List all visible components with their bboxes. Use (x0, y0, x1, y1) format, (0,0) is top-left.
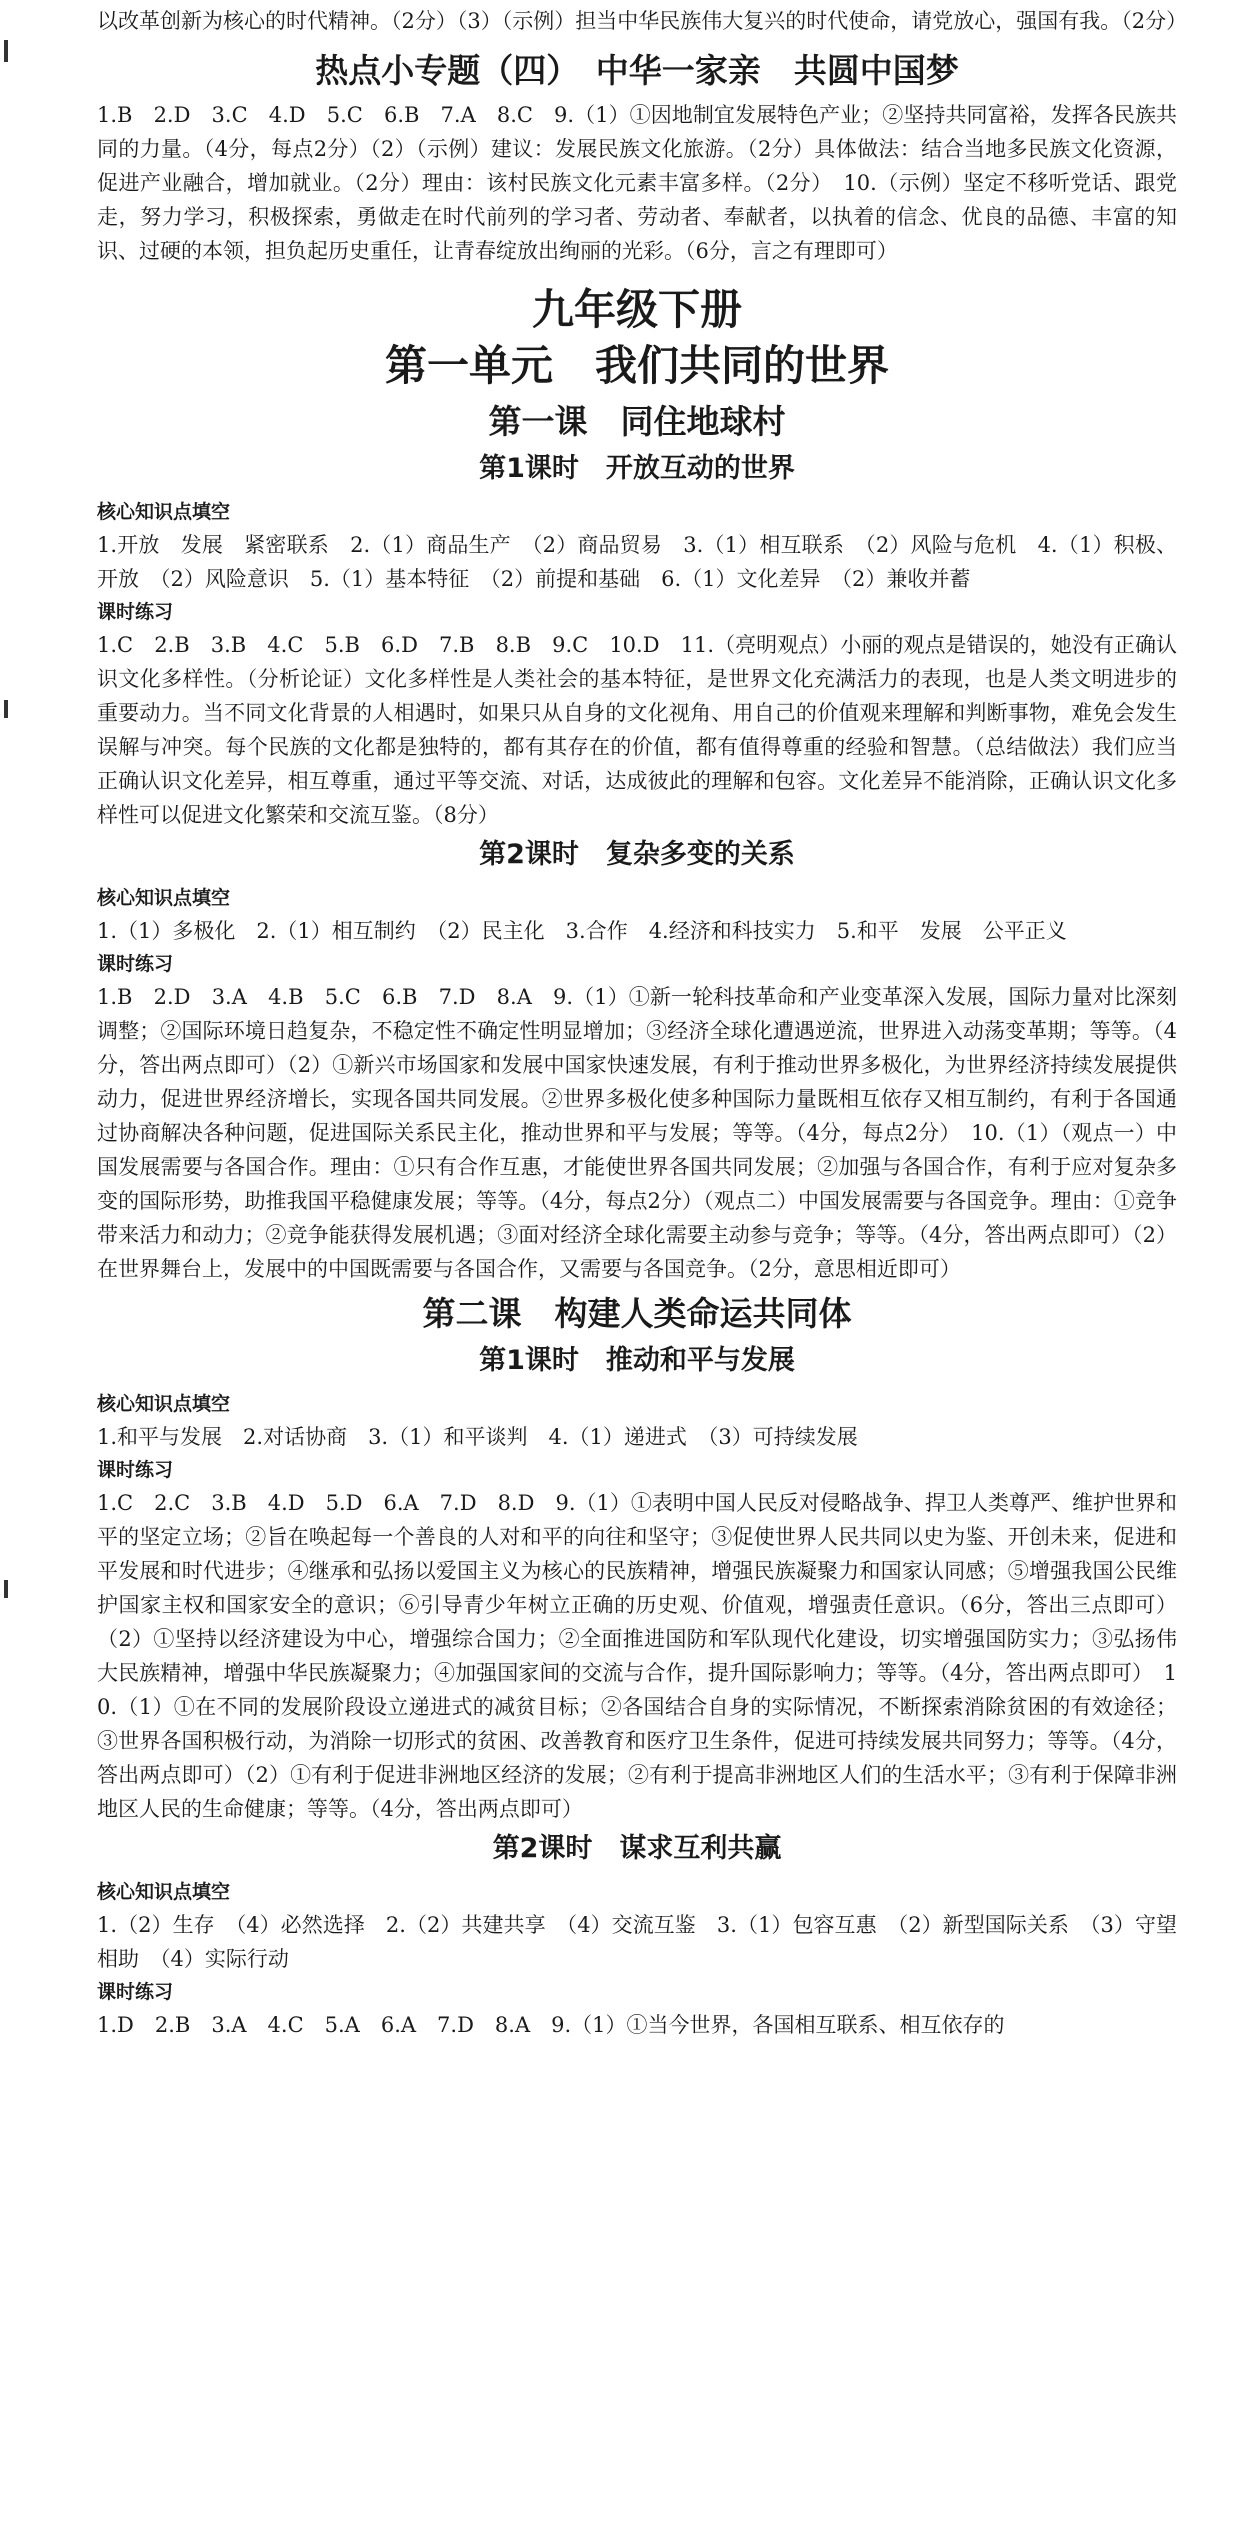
fill-label: 核心知识点填空 (97, 501, 231, 523)
intro-paragraph: 以改革创新为核心的时代精神。（2分）（3）（示例）担当中华民族伟大复兴的时代使命，请党放心，强国有我。（2分） (97, 9, 1188, 33)
lesson-2-period-1-title: 第1课时 推动和平与发展 (479, 1345, 795, 1376)
practice-label: 课时练习 (97, 601, 174, 623)
lesson-2-period-2-title: 第2课时 谋求互利共赢 (492, 1833, 782, 1864)
fill-answers: 1.（1）多极化 2.（1）相互制约 （2）民主化 3.合作 4.经济和科技实力 5.和平 发展 公平正义 (97, 919, 1067, 943)
practice-label: 课时练习 (97, 953, 174, 975)
lesson-1-period-2-title: 第2课时 复杂多变的关系 (479, 839, 795, 870)
topic-title: 热点小专题（四） 中华一家亲 共圆中国梦 (315, 51, 959, 90)
practice-answers: 1.C 2.B 3.B 4.C 5.B 6.D 7.B 8.B 9.C 10.D 11.（亮明观点）小丽的观点是错误的，她没有正确认识文化多样性。（分析论证）文化多样性是人类社会的基本特征，是世界文化充满活力的表现，也是人类文明进步的重要动力。当不同文化背景的人相遇时，如果只从自身的文化视角、用自己的价值观来理解和判断事物，难免会发生误解与冲突。每个民族的文化都是独特的，都有其存在的价值，都有值得尊重的经验和智慧。（总结做法）我们应当正确认识文化差异，相互尊重，通过平等交流、对话，达成彼此的理解和包容。文化差异不能消除，正确认识文化多样性可以促进文化繁荣和交流互鉴。（8分） (97, 633, 1177, 827)
fill-label: 核心知识点填空 (97, 1881, 231, 1903)
practice-answers: 1.C 2.C 3.B 4.D 5.D 6.A 7.D 8.D 9.（1）①表明中国人民反对侵略战争、捍卫人类尊严、维护世界和平的坚定立场；②旨在唤起每一个善良的人对和平的向往和坚守；③促使世界人民共同以史为鉴、开创未来，促进和平发展和时代进步；④继承和弘扬以爱国主义为核心的民族精神，增强民族凝聚力和国家认同感；⑤增强我国公民维护国家主权和国家安全的意识；⑥引导青少年树立正确的历史观、价值观，增强责任意识。（6分，答出三点即可）（2）①坚持以经济建设为中心，增强综合国力；②全面推进国防和军队现代化建设，切实增强国防实力；③弘扬伟大民族精神，增强中华民族凝聚力；④加强国家间的交流与合作，提升国际影响力；等等。（4分，答出两点即可） 10.（1）①在不同的发展阶段设立递进式的减贫目标；②各国结合自身的实际情况，不断探索消除贫困的有效途径；③世界各国积极行动，为消除一切形式的贫困、改善教育和医疗卫生条件，促进可持续发展共同努力；等等。（4分，答出两点即可）（2）①有利于促进非洲地区经济的发展；②有利于提高非洲地区人们的生活水平；③有利于保障非洲地区人民的生命健康；等等。（4分，答出两点即可） (97, 1491, 1177, 1821)
margin-mark (4, 700, 8, 718)
fill-label: 核心知识点填空 (97, 1393, 231, 1415)
practice-answers: 1.B 2.D 3.A 4.B 5.C 6.B 7.D 8.A 9.（1）①新一轮科技革命和产业变革深入发展，国际力量对比深刻调整；②国际环境日趋复杂，不稳定性不确定性明显增加；③经济全球化遭遇逆流，世界进入动荡变革期；等等。（4分，答出两点即可）（2）①新兴市场国家和发展中国家快速发展，有利于推动世界多极化，为世界经济持续发展提供动力，促进世界经济增长，实现各国共同发展。②世界多极化使多种国际力量既相互依存又相互制约，有利于各国通过协商解决各种问题，促进国际关系民主化，推动世界和平与发展；等等。（4分，每点2分） 10.（1）（观点一）中国发展需要与各国合作。理由：①只有合作互惠，才能使世界各国共同发展；②加强与各国合作，有利于应对复杂多变的国际形势，助推我国平稳健康发展；等等。（4分，每点2分）（观点二）中国发展需要与各国竞争。理由：①竞争带来活力和动力；②竞争能获得发展机遇；③面对经济全球化需要主动参与竞争；等等。（4分，答出两点即可）（2）在世界舞台上，发展中的中国既需要与各国合作，又需要与各国竞争。（2分，意思相近即可） (97, 985, 1177, 1281)
fill-answers: 1.和平与发展 2.对话协商 3.（1）和平谈判 4.（1）递进式 （3）可持续发展 (97, 1425, 858, 1449)
topic-answers: 1.B 2.D 3.C 4.D 5.C 6.B 7.A 8.C 9.（1）①因地制宜发展特色产业；②坚持共同富裕，发挥各民族共同的力量。（4分，每点2分）（2）（示例）建议：发展民族文化旅游。（2分）具体做法：结合当地多民族文化资源，促进产业融合，增加就业。（2分）理由：该村民族文化元素丰富多样。（2分） 10.（示例）坚定不移听党话、跟党走，努力学习，积极探索，勇做走在时代前列的学习者、劳动者、奉献者，以执着的信念、优良的品德、丰富的知识、过硬的本领，担负起历史重任，让青春绽放出绚丽的光彩。（6分，言之有理即可） (97, 103, 1177, 263)
lesson-2-title: 第二课 构建人类命运共同体 (422, 1294, 852, 1333)
unit-title: 第一单元 我们共同的世界 (384, 341, 889, 390)
answer-content (97, 4, 1188, 2042)
margin-mark (4, 40, 8, 62)
grade-title: 九年级下册 (531, 285, 742, 334)
practice-label: 课时练习 (97, 1459, 174, 1481)
fill-label: 核心知识点填空 (97, 887, 231, 909)
margin-mark (4, 1580, 8, 1598)
lesson-1-title: 第一课 同住地球村 (488, 402, 786, 441)
practice-answers: 1.D 2.B 3.A 4.C 5.A 6.A 7.D 8.A 9.（1）①当今世界，各国相互联系、相互依存的 (97, 2013, 1005, 2037)
fill-answers: 1.（2）生存 （4）必然选择 2.（2）共建共享 （4）交流互鉴 3.（1）包容互惠 （2）新型国际关系 （3）守望相助 （4）实际行动 (97, 1913, 1177, 1971)
lesson-1-period-1-title: 第1课时 开放互动的世界 (479, 453, 795, 484)
fill-answers: 1.开放 发展 紧密联系 2.（1）商品生产 （2）商品贸易 3.（1）相互联系 （2）风险与危机 4.（1）积极、开放 （2）风险意识 5.（1）基本特征 （2）前提和基础 6.（1）文化差异 （2）兼收并蓄 (97, 533, 1177, 591)
practice-label: 课时练习 (97, 1981, 174, 2003)
